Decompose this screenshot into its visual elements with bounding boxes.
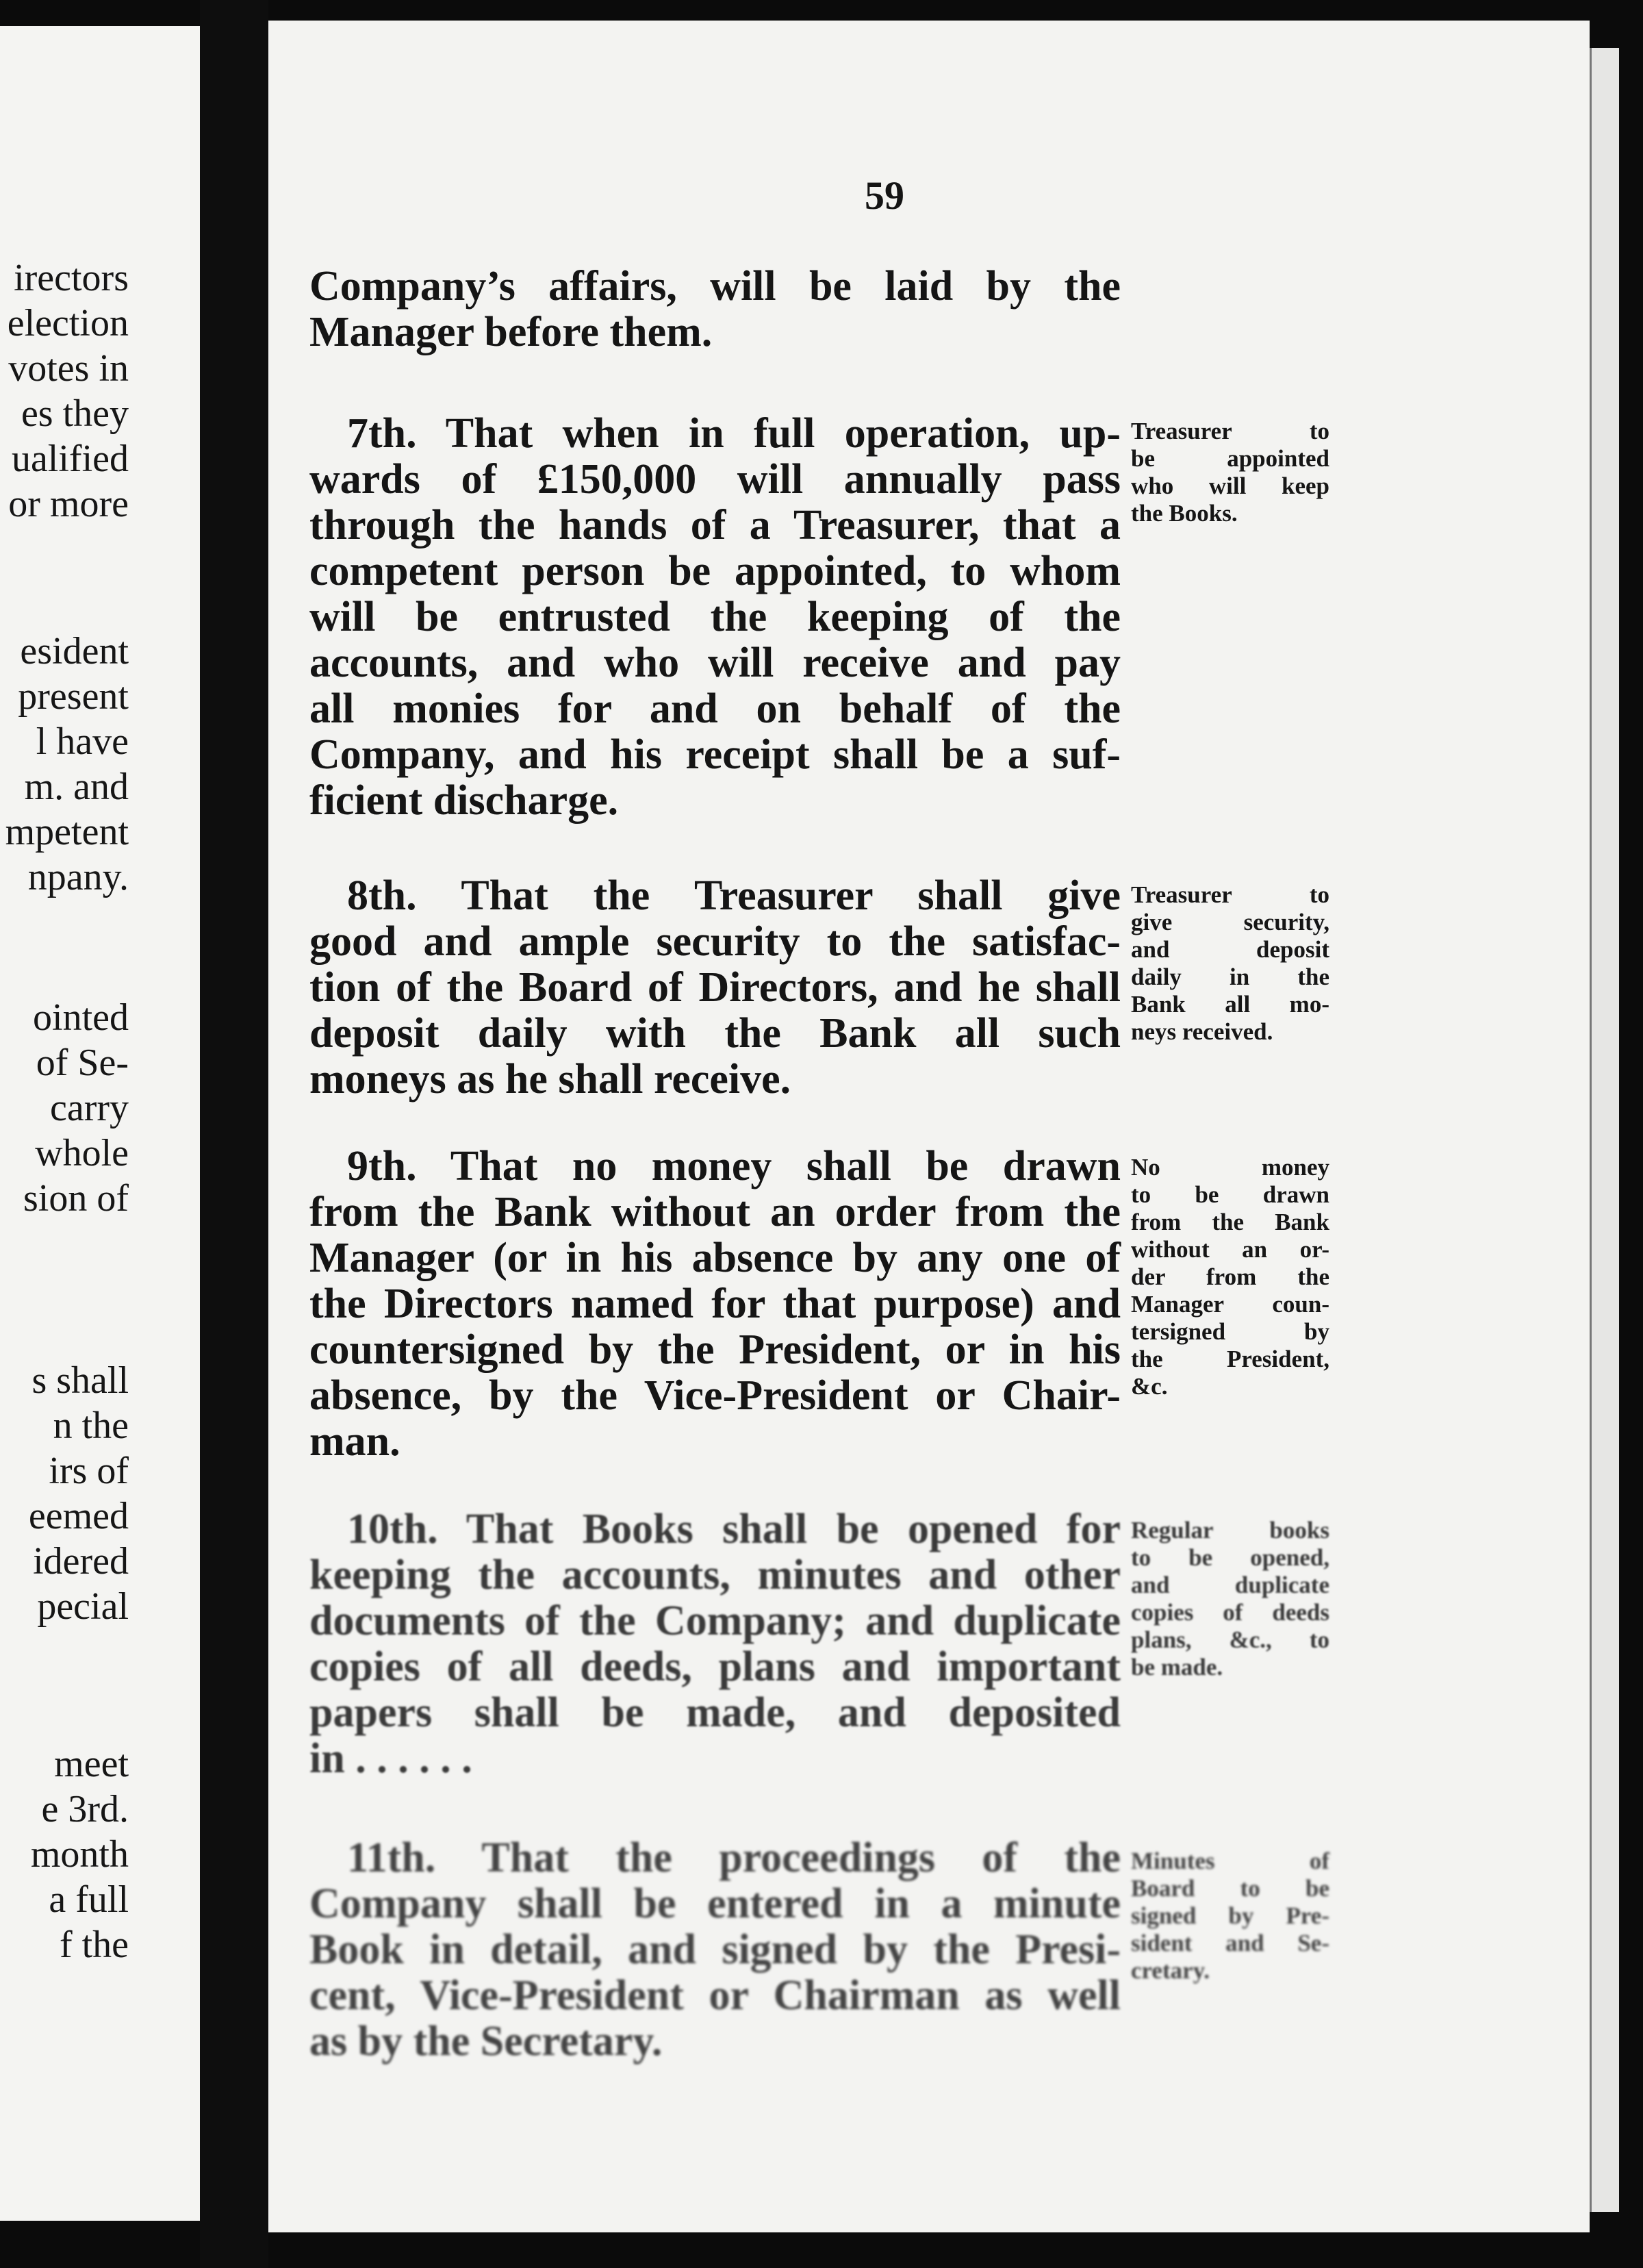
left-text-fragment: e 3rd.: [41, 1788, 129, 1830]
left-text-fragment: f the: [59, 1924, 129, 1966]
margin-note-7th: [1131, 418, 1329, 527]
text-line: tion of the Board of Directors, and he shall: [309, 964, 1121, 1011]
note-line: from the Bank: [1131, 1209, 1329, 1235]
paragraph-9th: [309, 1144, 1121, 1465]
text-line: as by the Secretary.: [309, 2018, 663, 2065]
text-line: documents of the Company; and duplicate: [309, 1598, 1121, 1644]
text-line: 11th. That the proceedings of the: [347, 1835, 1121, 1881]
text-line: Manager (or in his absence by any one of: [309, 1235, 1121, 1281]
right-page: [268, 21, 1590, 2232]
text-line: copies of all deeds, plans and important: [309, 1643, 1121, 1690]
left-text-fragment: meet: [54, 1743, 129, 1785]
note-line: Treasurer to: [1131, 881, 1329, 908]
page-number: 59: [865, 173, 904, 218]
text-line: from the Bank without an order from the: [309, 1189, 1121, 1235]
left-text-fragment: of Se-: [36, 1042, 129, 1084]
text-line: Company’s affairs, will be laid by the: [309, 263, 1121, 310]
text-line: all monies for and on behalf of the: [309, 685, 1121, 732]
note-line: and deposit: [1131, 936, 1329, 963]
note-line: the President,: [1131, 1346, 1329, 1372]
text-line: will be entrusted the keeping of the: [309, 594, 1121, 640]
paragraph-continuation: [309, 264, 1121, 355]
text-line: Company, and his receipt shall be a suf-: [309, 731, 1121, 778]
margin-note-9th: [1131, 1154, 1329, 1400]
text-line: accounts, and who will receive and pay: [309, 640, 1121, 686]
page-edge: [1590, 48, 1619, 2212]
text-line: keeping the accounts, minutes and other: [309, 1552, 1121, 1598]
text-line: moneys as he shall receive.: [309, 1056, 791, 1102]
note-line: daily in the: [1131, 963, 1329, 990]
note-line: plans, &c., to: [1131, 1626, 1329, 1653]
text-line: countersigned by the President, or in his: [309, 1326, 1121, 1373]
text-line: good and ample security to the satisfac-: [309, 918, 1121, 965]
margin-note-11th: [1131, 1848, 1329, 1985]
note-line: Board to be: [1131, 1875, 1329, 1902]
left-text-fragment: votes in: [8, 347, 129, 390]
left-page: [0, 26, 200, 2221]
left-text-fragment: eemed: [28, 1495, 129, 1537]
margin-note-8th: [1131, 881, 1329, 1046]
paragraph-11th: [309, 1835, 1121, 2065]
note-line: sident and Se-: [1131, 1930, 1329, 1956]
note-line: Bank all mo-: [1131, 991, 1329, 1018]
note-line: &c.: [1131, 1373, 1168, 1400]
left-text-fragment: mpetent: [5, 811, 129, 853]
text-line: 9th. That no money shall be drawn: [347, 1143, 1121, 1189]
note-line: cretary.: [1131, 1957, 1210, 1984]
left-text-fragment: ointed: [33, 996, 129, 1039]
note-line: Treasurer to: [1131, 418, 1329, 444]
text-line: the Directors named for that purpose) and: [309, 1281, 1121, 1327]
left-text-fragment: s shall: [31, 1359, 129, 1402]
left-text-fragment: irectors: [14, 257, 129, 299]
paragraph-10th: [309, 1507, 1121, 1782]
note-line: the Books.: [1131, 500, 1238, 527]
note-line: Minutes of: [1131, 1848, 1329, 1874]
left-text-fragment: carry: [49, 1087, 129, 1129]
text-line: 10th. That Books shall be opened for: [347, 1506, 1121, 1552]
text-line: in . . . . . .: [309, 1735, 472, 1782]
text-line: through the hands of a Treasurer, that a: [309, 502, 1121, 549]
note-line: Regular books: [1131, 1517, 1329, 1544]
left-text-fragment: es they: [21, 392, 129, 435]
left-text-fragment: npany.: [27, 856, 129, 898]
text-line: competent person be appointed, to whom: [309, 548, 1121, 594]
margin-note-10th: [1131, 1517, 1329, 1681]
left-text-fragment: month: [30, 1833, 129, 1876]
note-line: give security,: [1131, 909, 1329, 935]
text-line: 7th. That when in full operation, up-: [347, 410, 1121, 457]
text-line: wards of £150,000 will annually pass: [309, 456, 1121, 503]
note-line: No money: [1131, 1154, 1329, 1181]
text-line: man.: [309, 1418, 400, 1465]
note-line: who will keep: [1131, 473, 1329, 499]
note-line: Manager coun-: [1131, 1291, 1329, 1318]
paragraph-7th: [309, 411, 1121, 824]
left-text-fragment: ualified: [11, 438, 129, 480]
left-text-fragment: m. and: [24, 766, 129, 808]
text-line: Manager before them.: [309, 309, 713, 355]
note-line: to be drawn: [1131, 1181, 1329, 1208]
note-line: tersigned by: [1131, 1318, 1329, 1345]
text-line: papers shall be made, and deposited: [309, 1689, 1121, 1736]
text-line: Company shall be entered in a minute: [309, 1880, 1121, 1927]
note-line: be appointed: [1131, 445, 1329, 472]
left-text-fragment: sion of: [23, 1177, 129, 1220]
left-text-fragment: irs of: [49, 1450, 129, 1492]
left-text-fragment: n the: [53, 1404, 129, 1447]
left-text-fragment: l have: [36, 720, 129, 763]
note-line: to be opened,: [1131, 1544, 1329, 1571]
left-text-fragment: present: [18, 675, 129, 718]
left-text-fragment: a full: [49, 1878, 129, 1921]
left-text-fragment: esident: [20, 630, 129, 672]
text-line: deposit daily with the Bank all such: [309, 1010, 1121, 1057]
text-line: 8th. That the Treasurer shall give: [347, 872, 1121, 919]
left-text-fragment: whole: [35, 1132, 129, 1174]
paragraph-8th: [309, 873, 1121, 1102]
note-line: signed by Pre-: [1131, 1902, 1329, 1929]
note-line: neys received.: [1131, 1018, 1273, 1045]
text-line: cent, Vice-President or Chairman as well: [309, 1972, 1121, 2019]
text-line: absence, by the Vice-President or Chair-: [309, 1372, 1121, 1419]
text-line: Book in detail, and signed by the Presi-: [309, 1926, 1121, 1973]
note-line: der from the: [1131, 1263, 1329, 1290]
note-line: copies of deeds: [1131, 1599, 1329, 1626]
note-line: and duplicate: [1131, 1572, 1329, 1598]
note-line: be made.: [1131, 1654, 1223, 1680]
left-text-fragment: election: [7, 302, 129, 344]
left-text-fragment: idered: [33, 1540, 129, 1583]
book-gutter: [200, 0, 268, 2268]
left-text-fragment: pecial: [37, 1585, 129, 1628]
text-line: ficient discharge.: [309, 777, 619, 824]
note-line: without an or-: [1131, 1236, 1329, 1263]
left-text-fragment: or more: [8, 483, 129, 525]
